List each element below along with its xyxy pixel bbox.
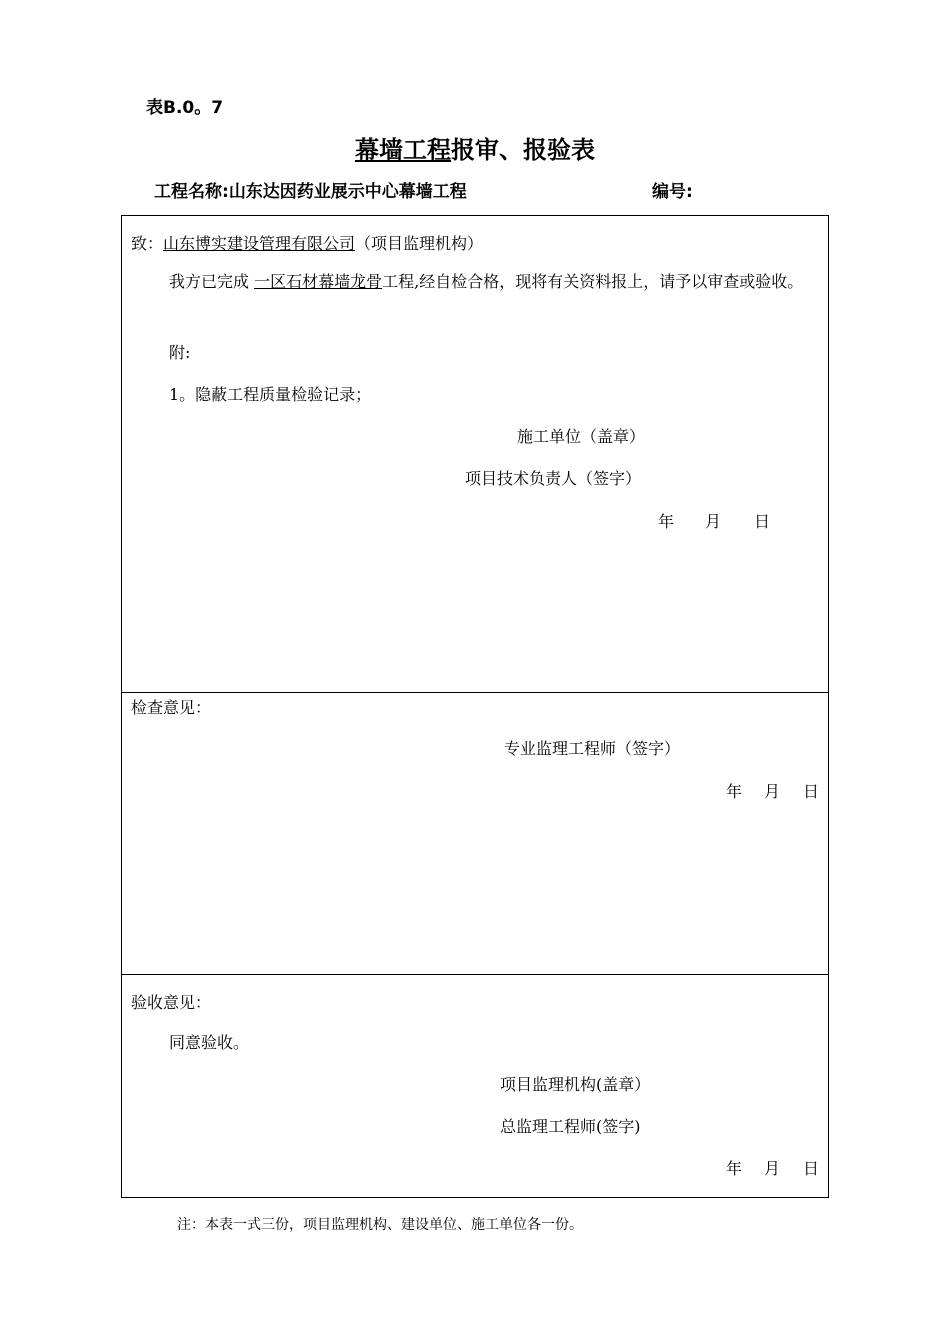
attachment-item: 1。隐蔽工程质量检验记录；	[169, 385, 372, 404]
acceptance-opinion: 同意验收。	[169, 1033, 250, 1052]
date-day: 日	[754, 512, 771, 531]
construction-unit-seal: 施工单位（盖章）	[517, 427, 646, 446]
submission-body	[131, 269, 821, 295]
inspection-label: 检查意见：	[131, 698, 212, 717]
supervision-org-seal: 项目监理机构(盖章）	[500, 1075, 651, 1094]
work-item: 一区石材幕墙龙骨	[254, 272, 383, 291]
date-month: 月	[764, 782, 781, 801]
title-underlined-part: 幕墙工程	[355, 136, 451, 164]
inspection-section	[121, 692, 829, 975]
project-name-row	[154, 177, 467, 202]
date-month: 月	[764, 1159, 781, 1178]
body-prefix: 我方已完成	[169, 272, 255, 291]
acceptance-section	[121, 974, 829, 1198]
project-name: 山东达因药业展示中心幕墙工程	[228, 182, 467, 202]
to-suffix: （项目监理机构）	[355, 234, 484, 253]
date-year: 年	[726, 782, 743, 801]
addressee-line	[131, 234, 483, 254]
attachment-label: 附:	[169, 343, 191, 362]
supervision-org: 山东博实建设管理有限公司	[163, 234, 356, 253]
date-year: 年	[726, 1159, 743, 1178]
date-day: 日	[803, 1159, 820, 1178]
technical-lead-signature: 项目技术负责人（签字）	[465, 469, 642, 488]
to-label: 致：	[131, 234, 164, 253]
date-year: 年	[658, 512, 675, 531]
footnote: 注：本表一式三份，项目监理机构、建设单位、施工单位各一份。	[177, 1217, 583, 1233]
engineer-signature: 专业监理工程师（签字）	[504, 739, 681, 758]
submission-section	[121, 215, 829, 693]
number-label: 编号:	[652, 182, 693, 202]
date-month: 月	[705, 512, 722, 531]
date-day: 日	[803, 782, 820, 801]
acceptance-label: 验收意见：	[131, 993, 212, 1012]
title-rest: 报审、报验表	[451, 136, 595, 164]
page-title	[0, 130, 950, 165]
chief-engineer-signature: 总监理工程师(签字)	[500, 1117, 641, 1136]
form-code: 表B.0。7	[146, 98, 224, 118]
project-label: 工程名称:	[154, 182, 229, 202]
body-suffix: 工程,经自检合格，现将有关资料报上，请予以审查或验收。	[382, 272, 804, 291]
